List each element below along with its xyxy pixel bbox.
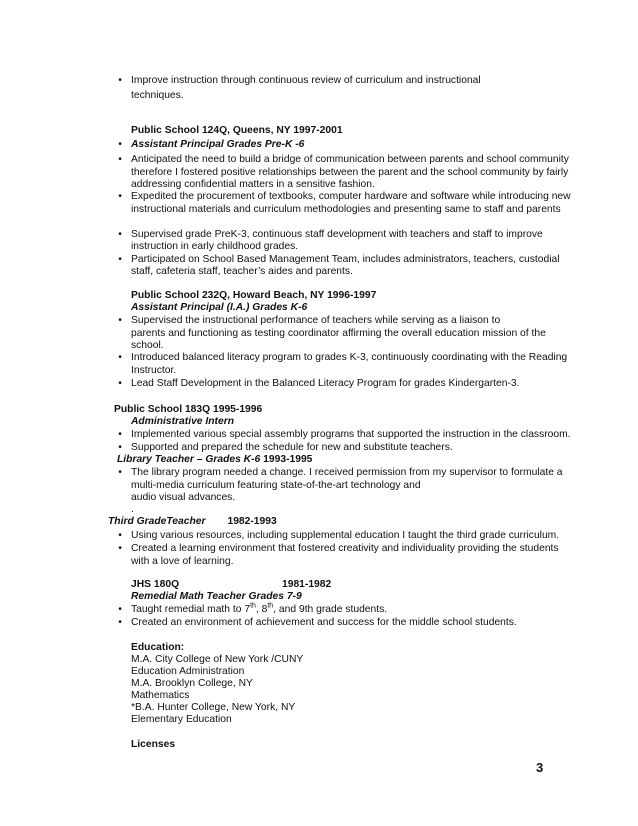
education-line: Elementary Education: [131, 714, 232, 725]
bullet: •: [118, 315, 122, 326]
role-ps232: Assistant Principal (I.A.) Grades K-6: [131, 302, 308, 313]
text-line: [131, 603, 387, 616]
text-line: staff, cafeteria staff, teacher’s aides and parents.: [131, 266, 353, 277]
text-part: , 8: [255, 604, 268, 615]
section-title-library: [117, 453, 312, 466]
text-line: Anticipated the need to build a bridge of communication between parents and school community: [131, 154, 569, 165]
text-line: Created an environment of achievement and success for the middle school students.: [131, 617, 517, 628]
bullet: •: [118, 543, 122, 554]
text-line: Supported and prepared the schedule for new and substitute teachers.: [131, 442, 453, 453]
text-line: parents and functioning as testing coordinator affirming the overall education mission of the: [131, 328, 546, 339]
role-ps124: Assistant Principal Grades Pre-K -6: [131, 139, 305, 150]
text-line: Supervised the instructional performance of teachers while serving as a liaison to: [131, 315, 501, 326]
section-title-ps124: Public School 124Q, Queens, NY 1997-2001: [131, 125, 343, 136]
text-part: , and 9th grade students.: [273, 604, 388, 615]
text-line: multi-media curriculum featuring state-of-the-art technology and: [131, 480, 421, 491]
bullet: •: [118, 352, 122, 363]
superscript: th: [250, 602, 256, 610]
text-line: addressing confidential matters in a sensitive fashion.: [131, 179, 375, 190]
education-line: M.A. Brooklyn College, NY: [131, 678, 253, 689]
text-line: Instructor.: [131, 365, 177, 376]
text-line: Supervised grade PreK-3, continuous staff development with teachers and staff to improve: [131, 229, 543, 240]
text-line: Using various resources, including supplemental education I taught the third grade curriculum.: [131, 530, 560, 541]
years-jhs: 1981-1982: [282, 579, 332, 590]
superscript: th: [267, 602, 274, 610]
text-line: techniques.: [131, 90, 184, 101]
bullet: •: [118, 139, 122, 150]
bullet: •: [118, 617, 122, 628]
text-line: .: [131, 504, 134, 515]
role-ps183: Administrative Intern: [131, 416, 234, 427]
bullet: •: [118, 467, 122, 478]
bullet: •: [118, 191, 122, 202]
education-line: M.A. City College of New York /CUNY: [131, 654, 304, 665]
education-heading: Education:: [131, 642, 185, 653]
role-jhs: Remedial Math Teacher Grades 7-9: [131, 591, 302, 602]
text-line: Implemented various special assembly programs that supported the instruction in the classroom.: [131, 429, 571, 440]
text-line: instructional materials and curriculum methodologies and presenting same to staff and parents: [131, 204, 561, 215]
bullet: •: [118, 604, 122, 615]
education-line: *B.A. Hunter College, New York, NY: [131, 702, 296, 713]
text-line: with a love of learning.: [131, 556, 234, 567]
text-line: Lead Staff Development in the Balanced Literacy Program for grades Kindergarten-3.: [131, 378, 520, 389]
bullet: •: [118, 254, 122, 265]
text-line: Created a learning environment that fostered creativity and individuality providing the students: [131, 543, 559, 554]
years-third-grade: 1982-1993: [227, 516, 277, 527]
bullet: •: [118, 429, 122, 440]
role-third-grade: Third GradeTeacher: [108, 516, 206, 527]
page-number: 3: [536, 760, 544, 775]
text-line: school.: [131, 340, 164, 351]
text-line: Participated on School Based Management Team, includes administrators, teachers, custodial: [131, 254, 560, 265]
text-line: Expedited the procurement of textbooks, computer hardware and software while introducing new: [131, 191, 571, 202]
education-line: Mathematics: [131, 690, 190, 701]
text-part: Taught remedial math to 7: [131, 604, 251, 615]
text-line: Improve instruction through continuous review of curriculum and instructional: [131, 75, 481, 86]
education-line: Education Administration: [131, 666, 245, 677]
bullet: •: [118, 154, 122, 165]
years-library: 1993-1995: [263, 454, 313, 465]
section-title-ps183: Public School 183Q 1995-1996: [114, 404, 263, 415]
bullet: •: [118, 442, 122, 453]
bullet: •: [118, 229, 122, 240]
text-line: The library program needed a change. I received permission from my supervisor to formulate a: [131, 467, 563, 478]
text-line: therefore I fostered positive relationships between the parent and the school community by fairly: [131, 167, 569, 178]
bullet: •: [118, 75, 122, 86]
bullet: •: [118, 530, 122, 541]
section-title-ps232: Public School 232Q, Howard Beach, NY 1996-1997: [131, 290, 377, 301]
text-line: Introduced balanced literacy program to grades K-3, continuously coordinating with the Reading: [131, 352, 568, 363]
text-line: audio visual advances.: [131, 492, 236, 503]
licenses-heading: Licenses: [131, 739, 176, 750]
section-title-jhs: JHS 180Q: [131, 579, 180, 590]
role-library: Library Teacher – Grades K-6: [117, 454, 261, 465]
text-line: instruction in early childhood grades.: [131, 241, 299, 252]
section-title-third-grade: [108, 515, 277, 528]
bullet: •: [118, 378, 122, 389]
